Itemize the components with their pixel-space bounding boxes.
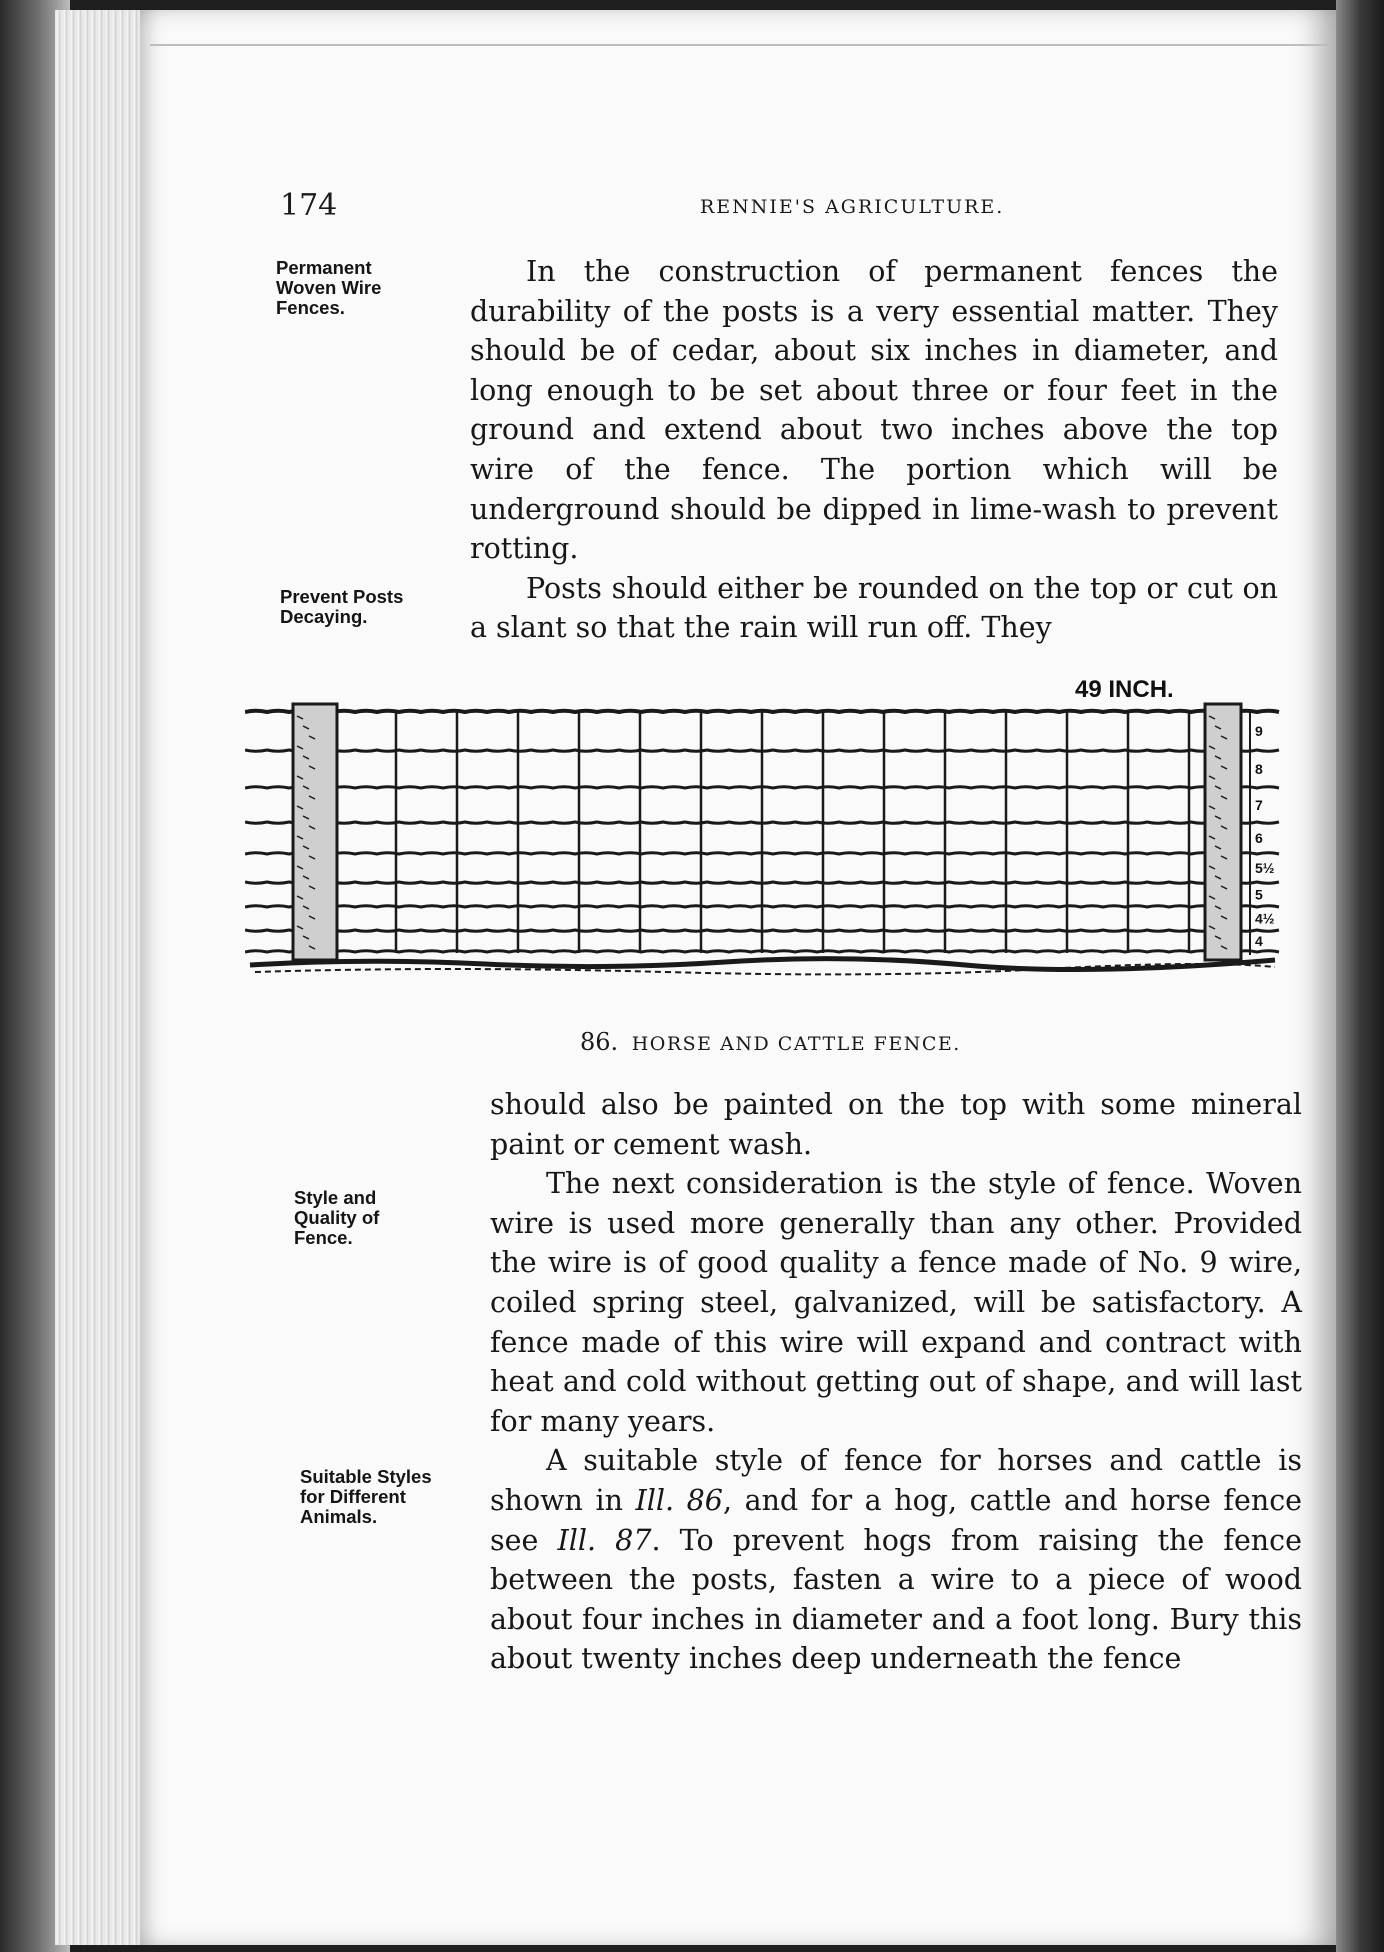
sidenote-prevent-posts-decaying: Prevent Posts Decaying. (280, 586, 404, 627)
page-top-line (150, 44, 1330, 46)
body-text-top (470, 252, 1278, 648)
spacing-label: 5½ (1255, 860, 1275, 876)
right-page-edge (1336, 0, 1384, 1952)
paragraph-posts-rounded: Posts should either be rounded on the top or cut on a slant so that the rain will run off. They (470, 571, 1278, 645)
fence-post (1205, 704, 1241, 960)
spacing-label: 4½ (1255, 910, 1275, 927)
sidenote-permanent-woven-wire-fences: Permanent Woven Wire Fences. (276, 257, 382, 318)
spacing-label: 5 (1255, 886, 1263, 903)
paragraph-suitable-style (490, 1441, 1302, 1679)
figure-caption (580, 1028, 961, 1056)
suitable-text-b: , and for a hog, cattle and horse fence see (490, 1483, 1303, 1557)
height-label: 49 INCH. (1075, 676, 1174, 703)
caption-text: HORSE AND CATTLE FENCE. (631, 1033, 961, 1055)
fence-illustration (245, 660, 1290, 1020)
page-edges (55, 10, 150, 1945)
body-text-bottom (490, 1085, 1302, 1679)
spacing-label: 6 (1255, 830, 1263, 846)
ill-87-reference: Ill. 87 (557, 1523, 652, 1557)
ground-line (250, 959, 1275, 970)
paragraph-style-of-fence: The next consideration is the style of fence. Woven wire is used more generally than any other. Provided the wire is of good quality a fence made of No. 9 wire, coiled spring steel, galvanized, will be satisfactory. A fence made of this wire will expand and contract with heat and cold without getting out of shape, and will last for many years. (490, 1167, 1302, 1438)
caption-number: 86. (580, 1028, 619, 1056)
spacing-label: 7 (1255, 797, 1263, 813)
running-title: RENNIE'S AGRICULTURE. (700, 196, 1005, 218)
spacing-label: 9 (1255, 723, 1263, 739)
spacing-label: 4 (1255, 933, 1263, 949)
suitable-text-a: A suitable style of fence for horses and cattle is shown in (490, 1444, 1302, 1517)
spacing-label: 8 (1255, 761, 1263, 777)
sidenote-suitable-styles: Suitable Styles for Different Animals. (300, 1466, 432, 1527)
ill-86-reference: Ill. 86 (635, 1483, 723, 1517)
sidenote-style-and-quality: Style and Quality of Fence. (294, 1187, 380, 1248)
suitable-text-c: . To prevent hogs from raising the fence between the posts, fasten a wire to a piece of wood about four inches in diameter and a foot long. Bury this about twenty inches deep underneath the fence (490, 1523, 1302, 1676)
paragraph-posts-durability: In the construction of permanent fences the durability of the posts is a very essential matter. They should be of cedar, about six inches in diameter, and long enough to be set about three or four feet in the ground and extend about two inches above the top wire of the fence. The portion which will be underground should be dipped in lime-wash to prevent rotting. (470, 255, 1278, 566)
paragraph-painted-top: should also be painted on the top with some mineral paint or cement wash. (490, 1088, 1302, 1161)
page-number: 174 (280, 188, 338, 223)
fence-post (293, 704, 337, 960)
